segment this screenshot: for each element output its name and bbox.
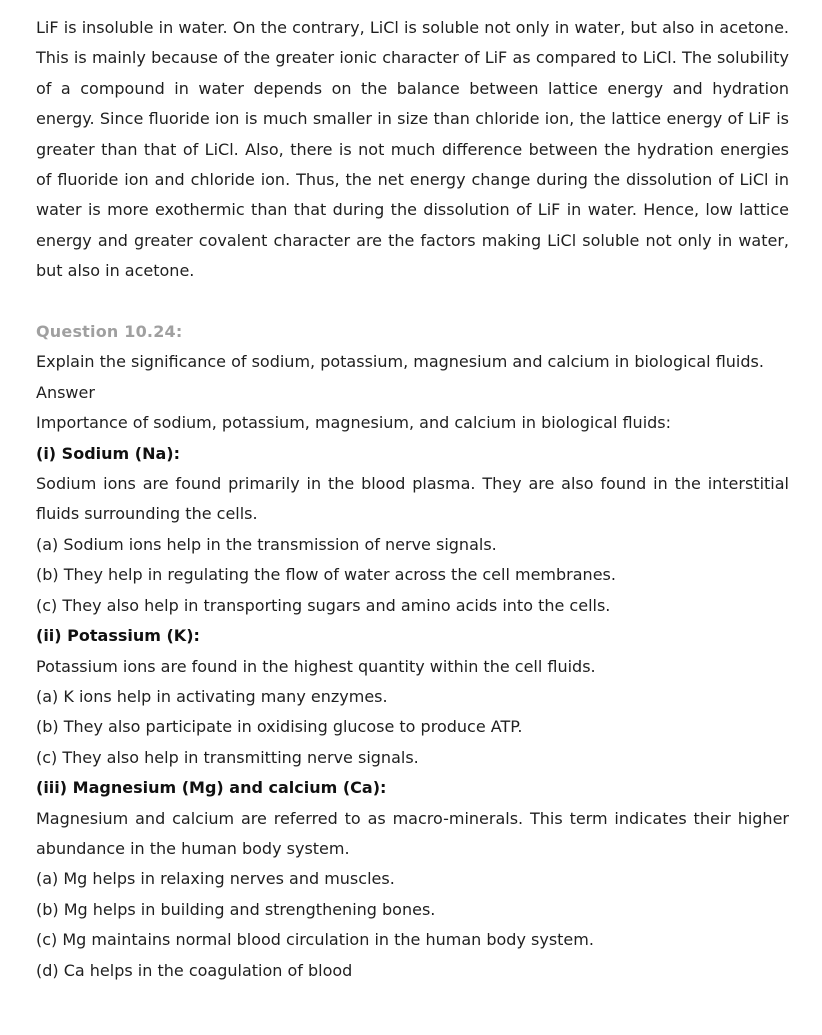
potassium-description: Potassium ions are found in the highest quantity within the cell fluids.: [36, 656, 596, 676]
magnesium-calcium-point: (c) Mg maintains normal blood circulation in the human body system.: [36, 930, 594, 950]
sodium-point: (b) They help in regulating the flow of water across the cell membranes.: [36, 565, 616, 585]
potassium-point: (b) They also participate in oxidising glucose to produce ATP.: [36, 717, 523, 737]
sodium-point: (a) Sodium ions help in the transmission of nerve signals.: [36, 534, 497, 554]
answer-label: Answer: [36, 382, 95, 402]
intro-paragraph: LiF is insoluble in water. On the contrary, LiCl is soluble not only in water, but also in acetone. This is mainly because of the greater ionic character of LiF as compared to LiCl. The solubility of a compound in water depends on the balance between lattice energy and hydration energy. Since fluoride ion is much smaller in size than chloride ion, the lattice energy of LiF is greater than that of LiCl. Also, there is not much difference between the hydration energies of fluoride ion and chloride ion. Thus, the net energy change during the dissolution of LiCl in water is more exothermic than that during the dissolution of LiF in water. Hence, low lattice energy and greater covalent character are the factors making LiCl soluble not only in water, but also in acetone.: [36, 18, 789, 281]
magnesium-calcium-description: Magnesium and calcium are referred to as macro-minerals. This term indicates their higher abundance in the human body system.: [36, 808, 789, 858]
sodium-description: Sodium ions are found primarily in the blood plasma. They are also found in the interstitial fluids surrounding the cells.: [36, 474, 789, 524]
magnesium-calcium-heading: (iii) Magnesium (Mg) and calcium (Ca):: [36, 778, 387, 798]
question-number: Question 10.24:: [36, 322, 183, 342]
sodium-heading: (i) Sodium (Na):: [36, 443, 180, 463]
sodium-point: (c) They also help in transporting sugars and amino acids into the cells.: [36, 595, 611, 615]
potassium-point: (c) They also help in transmitting nerve signals.: [36, 747, 419, 767]
magnesium-calcium-point: (d) Ca helps in the coagulation of blood: [36, 960, 353, 980]
potassium-heading: (ii) Potassium (K):: [36, 626, 200, 646]
answer-intro: Importance of sodium, potassium, magnesium, and calcium in biological fluids:: [36, 413, 672, 433]
magnesium-calcium-point: (b) Mg helps in building and strengthening bones.: [36, 899, 436, 919]
magnesium-calcium-point: (a) Mg helps in relaxing nerves and muscles.: [36, 869, 395, 889]
question-text: Explain the significance of sodium, potassium, magnesium and calcium in biological fluids.: [36, 352, 764, 372]
potassium-point: (a) K ions help in activating many enzymes.: [36, 686, 388, 706]
